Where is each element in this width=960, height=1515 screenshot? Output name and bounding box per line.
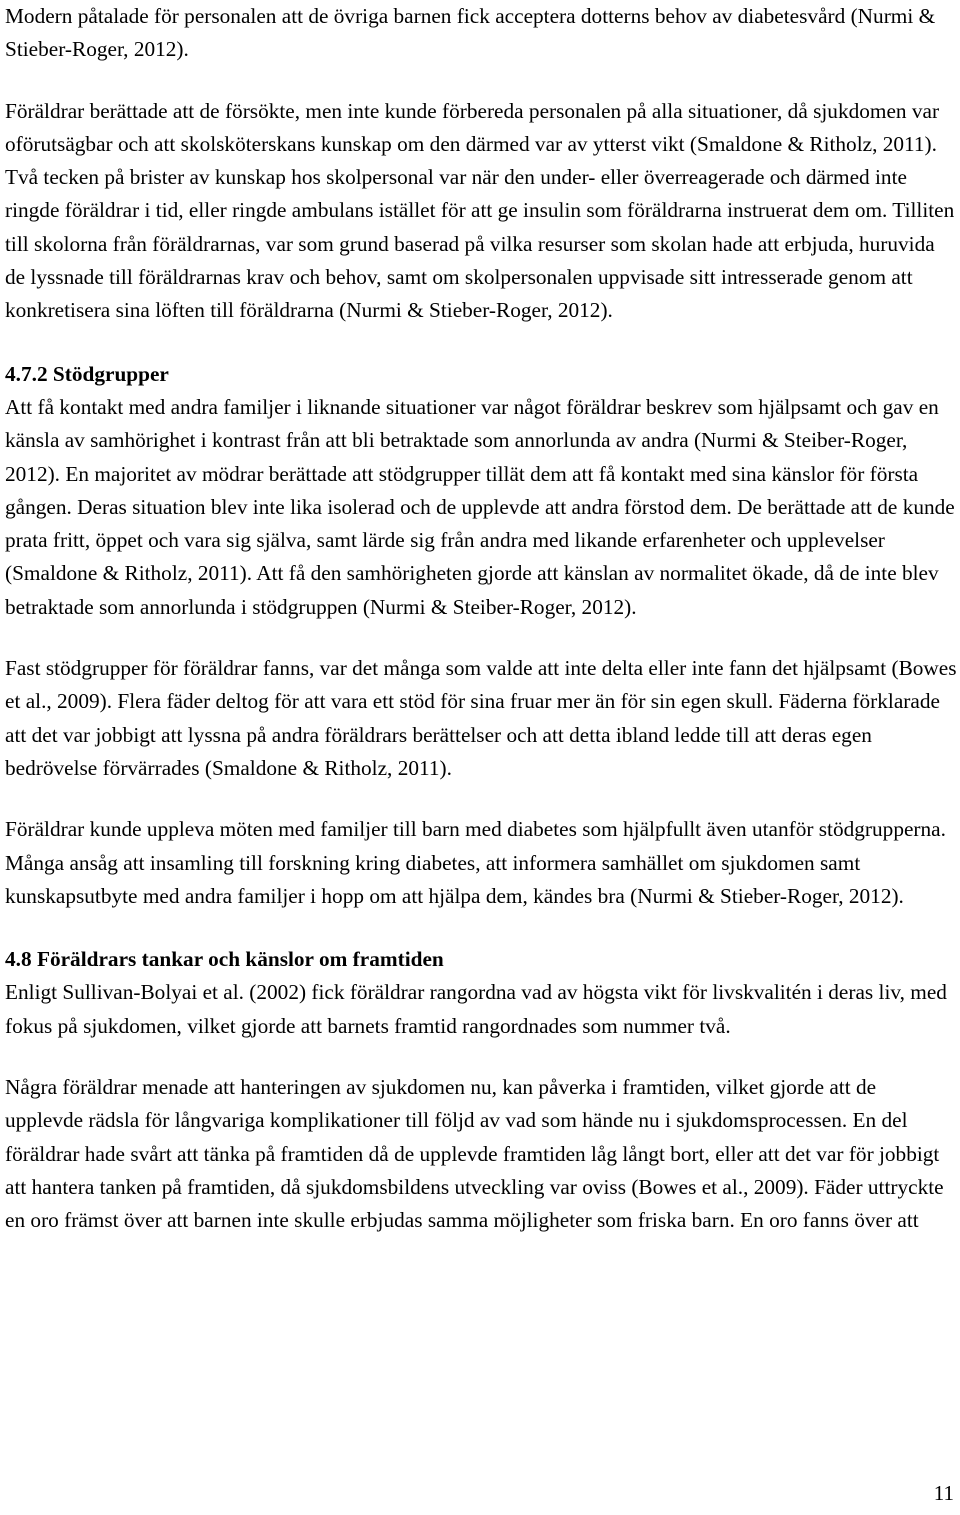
heading-support-groups: 4.7.2 Stödgrupper: [5, 361, 169, 386]
document-page: [5, 0, 957, 1238]
paragraph-school-routines: Modern påtalade för personalen att de övriga barnen fick acceptera dotterns behov av diabetesvård (Nurmi & Stieber-Roger, 2012).: [5, 4, 936, 62]
paragraph-support-groups-contact: Att få kontakt med andra familjer i liknande situationer var något föräldrar beskrev som hjälpsamt och gav en känsla av samhörighet i kontrast från att bli betraktade som annorlunda av andra (Nurmi & Steiber-Roger, 2012). En majoritet av mödrar berättade att stödgrupper tillät dem att få kontakt med sina känslor för första gången. Deras situation blev inte lika isolerad och de upplevde att andra förstod dem. De berättade att de kunde prata fritt, öppet och vara sig själva, samt lärde sig från andra med likande erfarenheter och upplevelser (Smaldone & Ritholz, 2011). Att få den samhörigheten gjorde att känslan av normalitet ökade, då de inte blev betraktade som annorlunda i stödgruppen (Nurmi & Steiber-Roger, 2012).: [5, 394, 955, 619]
heading-future-thoughts: 4.8 Föräldrars tankar och känslor om framtiden: [5, 947, 444, 972]
paragraph-quality-of-life-ranking: Enligt Sullivan-Bolyai et al. (2002) fick föräldrar rangordna vad av högsta vikt för livskvalitén i deras liv, med fokus på sjukdomen, vilket gjorde att barnets framtid rangordnades som nummer två.: [5, 980, 947, 1038]
page-number: 11: [933, 1481, 954, 1505]
paragraph-meetings-outside-groups: Föräldrar kunde uppleva möten med familjer till barn med diabetes som hjälpfullt även utanför stödgrupperna. Många ansåg att insamling till forskning kring diabetes, att informera samhället om sjukdomen samt kunskapsutbyte med andra familjer i hopp om att hjälpa dem, kändes bra (Nurmi & Stieber-Roger, 2012).: [5, 817, 946, 908]
paragraph-support-groups-fathers: Fast stödgrupper för föräldrar fanns, var det många som valde att inte delta eller inte fann det hjälpsamt (Bowes et al., 2009). Flera fäder deltog för att vara ett stöd för sina fruar mer än för sin egen skull. Fäderna förklarade att det var jobbigt att lyssna på andra föräldrars berättelser och att detta ibland ledde till att deras egen bedrövelse förvärrades (Smaldone & Ritholz, 2011).: [5, 656, 957, 780]
paragraph-future-worries: Några föräldrar menade att hanteringen av sjukdomen nu, kan påverka i framtiden, vilket gjorde att de upplevde rädsla för långvariga komplikationer till följd av vad som hände nu i sjukdomsprocessen. En del föräldrar hade svårt att tänka på framtiden då de upplevde framtiden låg långt bort, eller att det var för jobbigt att hantera tanken på framtiden, då sjukdomsbildens utveckling var oviss (Bowes et al., 2009). Fäder uttryckte en oro främst över att barnen inte skulle erbjudas samma möjligheter som friska barn. En oro fanns över att: [5, 1075, 944, 1233]
paragraph-school-staff-knowledge: Föräldrar berättade att de försökte, men inte kunde förbereda personalen på alla situationer, då sjukdomen var oförutsägbar och att skolsköterskans kunskap om den därmed var av ytterst vikt (Smaldone & Ritholz, 2011). Två tecken på brister av kunskap hos skolpersonal var när den under- eller överreagerade och därmed inte ringde föräldrar i tid, eller ringde ambulans istället för att ge insulin som föräldrarna instruerat dem om. Tilliten till skolorna från föräldrarnas, var som grund baserad på vilka resurser som skolan hade att erbjuda, huruvida de lyssnade till föräldrarnas krav och behov, samt om skolpersonalen uppvisade sitt intresserade genom att konkretisera sina löften till föräldrarna (Nurmi & Stieber-Roger, 2012).: [5, 98, 955, 323]
